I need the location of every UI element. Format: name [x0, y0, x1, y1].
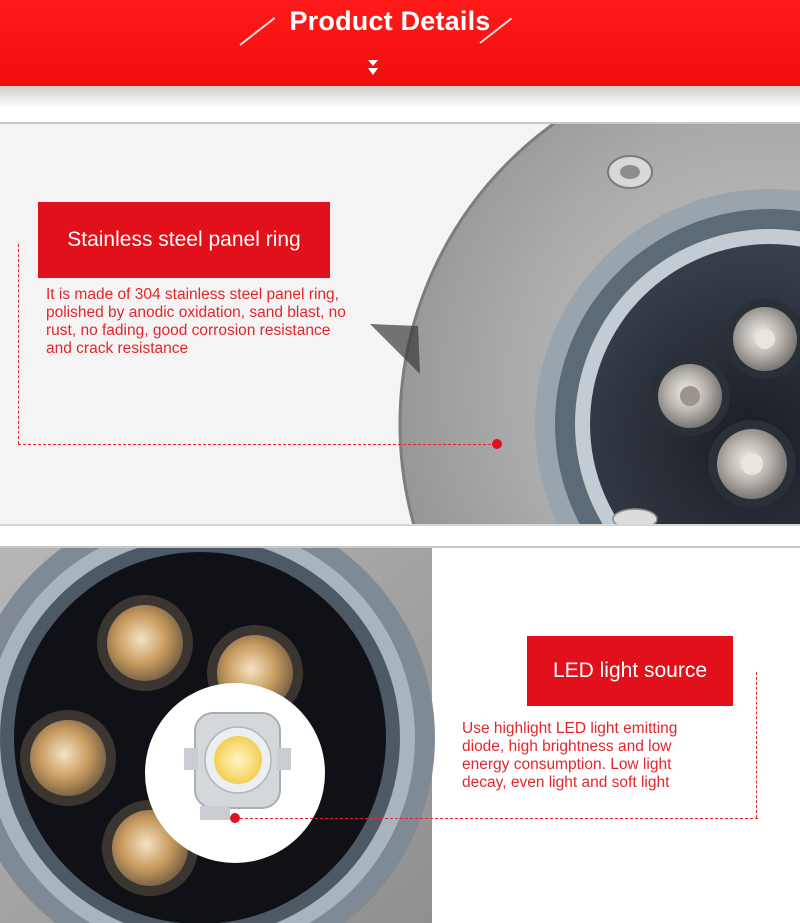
led-label: LED light source [527, 636, 733, 706]
ring-description-line: and crack resistance [46, 340, 189, 357]
ring-pointer-dot [492, 439, 502, 449]
page-title: Product Details [289, 6, 491, 36]
led-section [0, 546, 800, 923]
ring-description [46, 286, 406, 358]
ring-description-line: rust, no fading, good corrosion resistance [46, 322, 331, 339]
ring-section [0, 122, 800, 526]
double-chevron-down-icon [366, 58, 380, 81]
led-description-line: diode, high brightness and low [462, 738, 672, 755]
led-pointer-dot [230, 813, 240, 823]
header-banner [0, 0, 800, 86]
ring-description-line: It is made of 304 stainless steel panel ring, [46, 286, 339, 303]
banner-shadow [0, 86, 800, 108]
led-connector-horizontal [240, 818, 758, 819]
led-description-line: decay, even light and soft light [462, 774, 670, 791]
led-description-line: Use highlight LED light emitting [462, 720, 678, 737]
ring-description-line: polished by anodic oxidation, sand blast, no [46, 304, 346, 321]
led-chip-closeup [145, 683, 325, 863]
ring-connector-horizontal [18, 444, 496, 445]
led-description-line: energy consumption. Low light [462, 756, 672, 773]
ring-connector-vertical [18, 244, 19, 444]
led-description [462, 720, 762, 792]
ring-label: Stainless steel panel ring [38, 202, 330, 278]
